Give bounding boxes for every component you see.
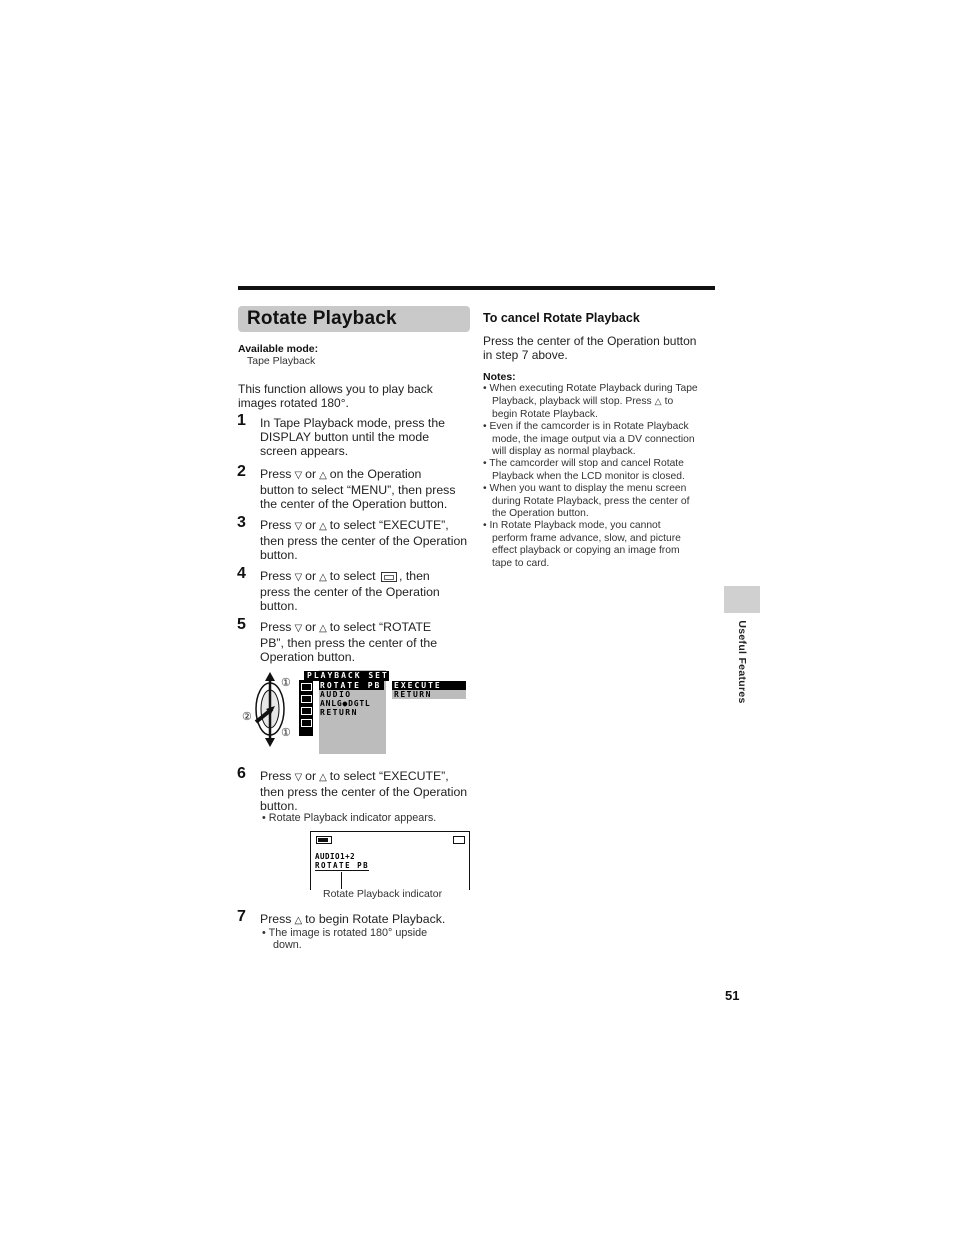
step-number: 6	[237, 765, 246, 782]
note-line: effect playback or copying an image from	[492, 545, 680, 557]
note-item	[483, 483, 719, 520]
page-title: Rotate Playback	[247, 308, 397, 329]
step-3-text	[260, 518, 472, 562]
step-line: then press the center of the Operation	[260, 534, 468, 548]
step-word: or	[305, 518, 317, 532]
check-1-icon	[301, 695, 312, 703]
step-number: 2	[237, 463, 246, 480]
battery-icon	[316, 836, 332, 844]
step-line: then press the center of the Operation	[260, 785, 468, 799]
step-line: button.	[260, 548, 298, 562]
step-word: Press	[260, 518, 292, 532]
return-icon	[301, 719, 312, 727]
up-arrow-icon: △	[319, 772, 327, 783]
step-word: on the Operation	[329, 467, 422, 481]
callout-1-top: ①	[281, 677, 291, 689]
step-line: PB”, then press the center of the	[260, 636, 438, 650]
step-word: , then	[399, 569, 430, 583]
playback-set-icon	[381, 572, 397, 582]
step-word: Press	[260, 769, 292, 783]
cancel-line: in step 7 above.	[483, 348, 568, 362]
step-number: 5	[237, 616, 246, 633]
note-line	[483, 520, 719, 532]
step-word: or	[305, 467, 317, 481]
bullet-icon: •	[262, 812, 266, 824]
check-2-icon	[301, 707, 312, 715]
submenu-item-execute[interactable]: EXECUTE	[392, 681, 466, 690]
step-number: 4	[237, 565, 246, 582]
bullet-text: The image is rotated 180° upside	[268, 927, 428, 939]
note-text: The camcorder will stop and cancel Rotate	[489, 458, 684, 470]
menu-item-audio[interactable]: AUDIO	[320, 690, 352, 699]
note-line: during Rotate Playback, press the center of	[492, 495, 690, 507]
step-line: button.	[260, 799, 298, 813]
note-line: will display as normal playback.	[492, 446, 636, 458]
note-line: mode, the image output via a DV connection	[492, 433, 695, 445]
page-number: 51	[725, 988, 740, 1003]
step-number: 1	[237, 412, 246, 429]
bullet-icon: •	[483, 383, 487, 394]
bullet-line	[262, 927, 427, 939]
step-line	[260, 620, 472, 636]
section-tab	[724, 586, 760, 613]
section-rule	[238, 286, 715, 290]
note-line: the Operation button.	[492, 508, 589, 520]
notes-heading: Notes:	[483, 371, 516, 383]
step-word: to select “EXECUTE”,	[329, 518, 449, 532]
note-line	[483, 383, 719, 395]
step-word: or	[305, 569, 317, 583]
note-item	[483, 383, 719, 421]
step-line: Operation button.	[260, 650, 356, 664]
step-line	[260, 518, 472, 534]
note-item	[483, 458, 719, 483]
tape-icon	[453, 836, 465, 844]
bullet-icon: •	[483, 421, 487, 433]
step-word: Press	[260, 569, 292, 583]
lcd-caption: Rotate Playback indicator	[323, 888, 443, 900]
step-number: 3	[237, 514, 246, 531]
up-arrow-icon: △	[319, 623, 327, 634]
note-line: perform frame advance, slow, and picture	[492, 532, 681, 544]
lcd-rotate-indicator: ROTATE PB	[315, 861, 370, 870]
bullet-icon: •	[483, 520, 487, 532]
step-7-text	[260, 912, 472, 928]
callout-2: ②	[242, 711, 252, 723]
note-line: begin Rotate Playback.	[492, 408, 598, 420]
bullet-icon: •	[483, 483, 487, 495]
note-line: Playback when the LCD monitor is closed.	[492, 470, 685, 482]
cancel-heading: To cancel Rotate Playback	[483, 311, 640, 325]
down-arrow-icon: ▽	[294, 470, 303, 481]
step-line	[260, 467, 472, 483]
step-number: 7	[237, 908, 246, 925]
note-text: When executing Rotate Playback during Tape	[489, 383, 698, 394]
up-arrow-icon: △	[294, 915, 303, 926]
down-arrow-icon: ▽	[294, 521, 303, 532]
menu-item-rotate-pb[interactable]: ROTATE PB	[319, 681, 384, 690]
step-6-text	[260, 769, 472, 813]
down-arrow-icon: ▽	[294, 623, 303, 634]
step-line: button to select “MENU”, then press	[260, 483, 456, 497]
step-2-text	[260, 467, 472, 511]
section-title-box	[238, 306, 470, 332]
menu-header: PLAYBACK SET	[304, 671, 389, 681]
menu-item-return[interactable]: RETURN	[320, 708, 358, 717]
note-item	[483, 520, 719, 570]
step-5-text	[260, 620, 472, 664]
step-6-bullet	[262, 812, 436, 824]
up-arrow-icon: △	[319, 470, 327, 481]
step-line: In Tape Playback mode, press the	[260, 416, 446, 430]
step-word: to select “EXECUTE”,	[329, 769, 449, 783]
step-line: the center of the Operation button.	[260, 497, 448, 511]
note-text: When you want to display the menu screen	[489, 483, 687, 495]
step-line	[260, 769, 472, 785]
callout-1-bottom: ①	[281, 727, 291, 739]
menu-icon-column	[299, 680, 313, 736]
step-4-text	[260, 569, 472, 613]
notes-list	[483, 383, 719, 570]
step-line: press the center of the Operation	[260, 585, 440, 599]
step-word: or	[305, 769, 317, 783]
note-line	[483, 395, 719, 408]
submenu-item-return[interactable]: RETURN	[392, 690, 466, 699]
lcd-screen-illustration	[310, 831, 470, 890]
up-arrow-icon: △	[654, 396, 662, 407]
step-line: screen appears.	[260, 444, 349, 458]
up-arrow-icon: △	[319, 521, 327, 532]
note-text: Even if the camcorder is in Rotate Playback	[489, 421, 689, 433]
side-tab-label: Useful Features	[736, 620, 748, 704]
step-7-bullet	[262, 927, 427, 952]
bullet-text: Rotate Playback indicator appears.	[268, 812, 437, 824]
bullet-icon: •	[262, 927, 266, 939]
cancel-line: Press the center of the Operation button	[483, 334, 697, 348]
step-word: or	[305, 620, 317, 634]
available-mode-label: Available mode:	[238, 343, 319, 355]
step-word: to select “ROTATE	[329, 620, 432, 634]
note-text: In Rotate Playback mode, you cannot	[489, 520, 661, 532]
step-word: Press	[260, 912, 292, 926]
step-word: Press	[260, 620, 292, 634]
step-line	[260, 569, 472, 585]
step-word: to select	[329, 569, 376, 583]
step-word: Press	[260, 467, 292, 481]
available-mode-value: Tape Playback	[247, 355, 316, 367]
step-line: DISPLAY button until the mode	[260, 430, 430, 444]
note-line	[483, 483, 719, 495]
indicator-leader-line	[341, 872, 342, 889]
step-line: button.	[260, 599, 298, 613]
bullet-text: down.	[273, 939, 302, 952]
step-1-text	[260, 416, 472, 458]
down-arrow-icon: ▽	[294, 572, 303, 583]
playback-set-icon	[301, 683, 312, 691]
intro-text: This function allows you to play back images rotated 180°.	[238, 382, 433, 410]
note-line	[483, 421, 719, 433]
up-arrow-icon: △	[319, 572, 327, 583]
note-line: tape to card.	[492, 557, 550, 569]
note-item	[483, 421, 719, 458]
step-word: to begin Rotate Playback.	[305, 912, 446, 926]
cancel-text	[483, 334, 718, 362]
note-text: to	[664, 396, 674, 408]
bullet-icon: •	[483, 458, 487, 470]
down-arrow-icon: ▽	[294, 772, 303, 783]
lcd-audio: AUDIO1+2	[315, 852, 356, 861]
step-line	[260, 912, 472, 928]
menu-item-anlg-dgtl[interactable]: ANLG●DGTL	[320, 699, 371, 708]
note-line	[483, 458, 719, 470]
note-text: Playback, playback will stop. Press	[492, 396, 652, 408]
